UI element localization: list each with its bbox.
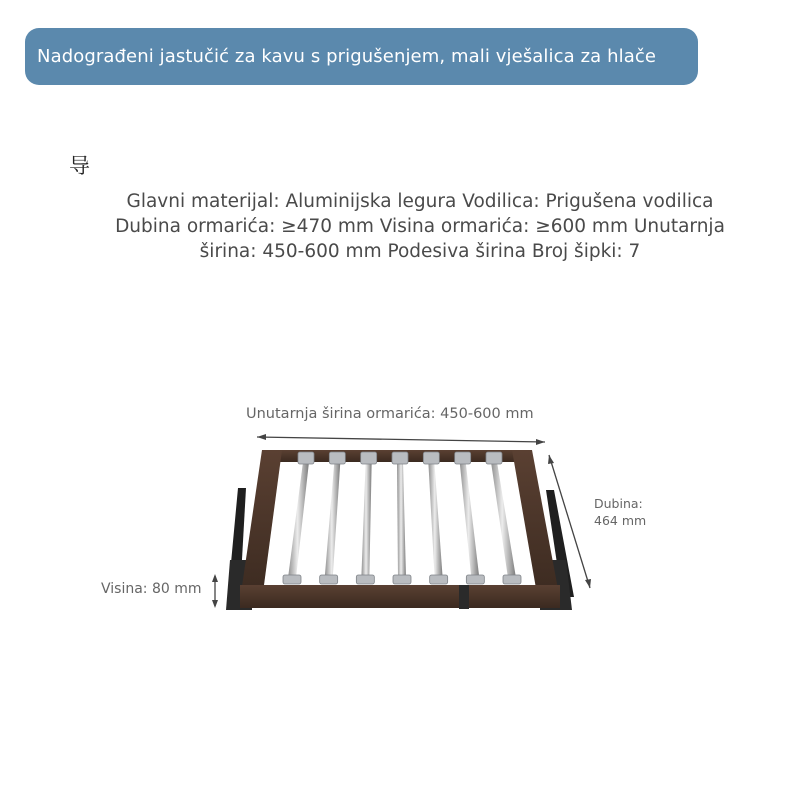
rod-bottom-bracket bbox=[430, 575, 448, 584]
rod-bottom-bracket bbox=[283, 575, 301, 584]
rod-bottom-bracket bbox=[466, 575, 484, 584]
rod-bottom-bracket bbox=[320, 575, 338, 584]
rod-bottom-bracket bbox=[356, 575, 374, 584]
hanger-rod bbox=[288, 462, 309, 578]
rod-top-bracket bbox=[423, 452, 439, 464]
hanger-rods bbox=[283, 452, 521, 584]
hanger-rod bbox=[460, 462, 480, 578]
rod-top-bracket bbox=[486, 452, 502, 464]
rod-bottom-bracket bbox=[393, 575, 411, 584]
width-arrow bbox=[257, 434, 545, 445]
spec-line-1: Glavni materijal: Aluminijska legura Vodilica: Prigušena vodilica bbox=[126, 191, 714, 212]
height-arrow bbox=[212, 574, 218, 608]
hanger-rod bbox=[491, 462, 516, 578]
rod-top-bracket bbox=[329, 452, 345, 464]
spec-line-3: širina: 450-600 mm Podesiva širina Broj šipki: 7 bbox=[199, 241, 641, 262]
rod-top-bracket bbox=[361, 452, 377, 464]
depth-label-title: Dubina: bbox=[594, 496, 643, 511]
rod-bottom-bracket bbox=[503, 575, 521, 584]
hanger-rod bbox=[428, 462, 442, 578]
hanger-rod bbox=[397, 462, 406, 578]
spec-line-2: Dubina ormarića: ≥470 mm Visina ormarića: ≥600 mm Unutarnja bbox=[115, 216, 725, 237]
product-title: Nadograđeni jastučić za kavu s prigušenjem, mali vješalica za hlače bbox=[37, 46, 656, 67]
hanger-rod bbox=[325, 462, 341, 578]
width-dimension-label: Unutarnja širina ormarića: 450-600 mm bbox=[246, 406, 534, 422]
height-dimension-label: Visina: 80 mm bbox=[101, 581, 202, 597]
depth-label-value: 464 mm bbox=[594, 513, 647, 528]
hanger-rod bbox=[361, 462, 371, 578]
rod-top-bracket bbox=[298, 452, 314, 464]
rod-top-bracket bbox=[455, 452, 471, 464]
rod-top-bracket bbox=[392, 452, 408, 464]
guide-glyph: 导 bbox=[69, 154, 90, 178]
